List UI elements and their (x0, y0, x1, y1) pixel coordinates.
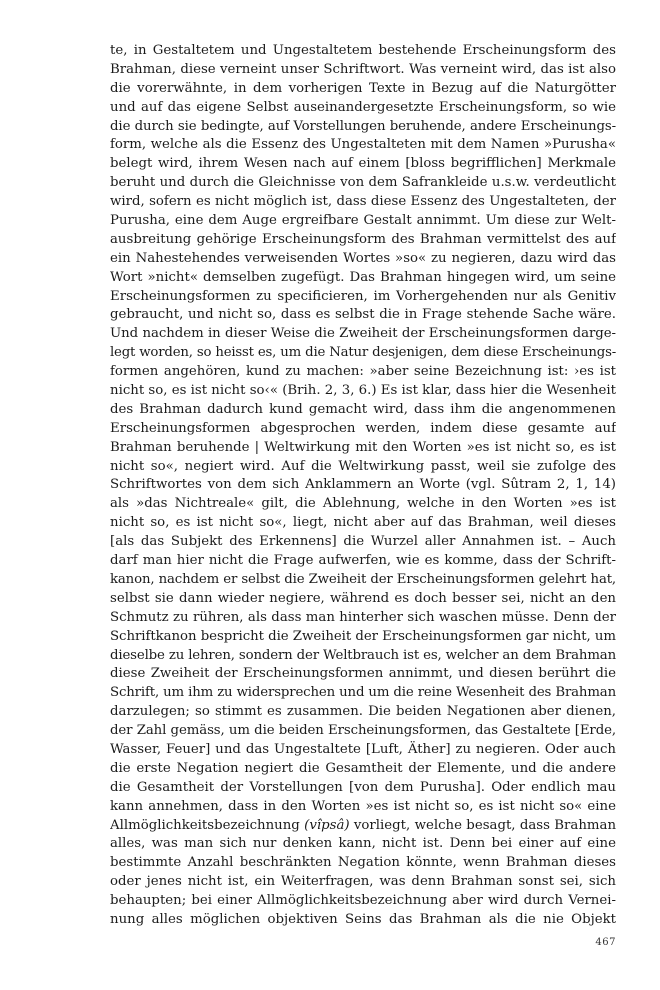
text-line: Schrift, um ihm zu widersprechen und um die reine Wesenheit des Brahman (110, 685, 616, 701)
text-line: darf man hier nicht die Frage aufwerfen, wie es komme, dass der Schrift- (110, 553, 616, 569)
text-run: vorliegt, welche besagt, dass Brahman (349, 817, 616, 833)
text-line: belegt wird, ihrem Wesen nach auf einem [bloss begrifflichen] Merkmale (110, 156, 616, 172)
text-line: Und nachdem in dieser Weise die Zweiheit der Erscheinungsformen darge- (110, 326, 616, 342)
text-line: te, in Gestaltetem und Ungestaltetem bestehende Erscheinungsform des (110, 43, 616, 58)
text-line: oder jenes nicht ist, ein Weiterfragen, was denn Brahman sonst sei, sich (110, 874, 616, 890)
text-line: alles, was man sich nur denken kann, nicht ist. Denn bei einer auf eine (110, 836, 616, 852)
text-line: [als das Subjekt des Erkennens] die Wurzel aller Annahmen ist. – Auch (110, 534, 616, 550)
text-line: Brahman, diese verneint unser Schriftwort. Was verneint wird, das ist also (110, 61, 616, 77)
text-line: bestimmte Anzahl beschränkten Negation könnte, wenn Brahman dieses (110, 855, 616, 871)
text-line: Erscheinungsformen abgesprochen werden, indem diese gesamte auf (110, 420, 616, 436)
page-number: 467 (595, 937, 616, 948)
text-line: Erscheinungsformen zu specificieren, im Vorhergehenden nur als Genitiv (110, 288, 616, 304)
text-line: und auf das eigene Selbst auseinandergesetzte Erscheinungsform, so wie (110, 99, 616, 115)
text-line: ausbreitung gehörige Erscheinungsform des Brahman vermittelst des auf (110, 231, 616, 247)
text-line: legt worden, so heisst es, um die Natur desjenigen, dem diese Erscheinungs- (110, 345, 616, 361)
text-line: ein Nahestehendes verweisenden Wortes »so« zu negieren, dazu wird das (110, 250, 616, 266)
text-line: darzulegen; so stimmt es zusammen. Die beiden Negationen aber dienen, (110, 704, 616, 720)
text-line: kanon, nachdem er selbst die Zweiheit der Erscheinungsformen gelehrt hat, (110, 571, 616, 587)
text-line: nicht so, es ist nicht so«, liegt, nicht aber auf das Brahman, weil dieses (110, 515, 616, 531)
text-line: als »das Nichtreale« gilt, die Ablehnung, welche in den Worten »es ist (110, 496, 616, 512)
text-line: selbst sie dann wieder negiere, während es doch besser sei, nicht an den (110, 590, 616, 606)
text-line: Schmutz zu rühren, als dass man hinterher sich waschen müsse. Denn der (110, 609, 616, 625)
text-line: die vorerwähnte, in dem vorherigen Texte in Bezug auf die Naturgötter (110, 80, 616, 96)
text-run: Allmöglichkeitsbezeichnung (110, 817, 305, 833)
text-line: die Gesamtheit der Vorstellungen [von dem Purusha]. Oder endlich mau (110, 779, 616, 795)
text-line: Wort »nicht« demselben zugefügt. Das Brahman hingegen wird, um seine (110, 269, 616, 285)
text-line: form, welche als die Essenz des Ungestalteten mit dem Namen »Purusha« (110, 137, 616, 153)
text-line: Brahman beruhende | Weltwirkung mit den Worten »es ist nicht so, es ist (110, 439, 616, 455)
text-line: wird, sofern es nicht möglich ist, dass diese Essenz des Ungestalteten, der (110, 194, 616, 210)
text-line: Schriftwortes von dem sich Anklammern an Worte (vgl. Sûtram 2, 1, 14) (110, 477, 616, 493)
text-line: der Zahl gemäss, um die beiden Erscheinungsformen, das Gestaltete [Erde, (110, 723, 616, 739)
text-line: kann annehmen, dass in den Worten »es ist nicht so, es ist nicht so« eine (110, 798, 616, 814)
text-line: Wasser, Feuer] und das Ungestaltete [Luft, Äther] zu negieren. Oder auch (110, 741, 616, 757)
text-line: beruht und durch die Gleichnisse von dem Safrankleide u.s.w. verdeutlicht (110, 175, 616, 191)
text-line: die durch sie bedingte, auf Vorstellungen beruhende, andere Erscheinungs- (110, 118, 616, 134)
text-line: diese Zweiheit der Erscheinungsformen annimmt, und diesen berührt die (110, 666, 616, 682)
text-line: Purusha, eine dem Auge ergreifbare Gestalt annimmt. Um diese zur Welt- (110, 213, 616, 229)
body-text (110, 42, 616, 930)
text-line: dieselbe zu lehren, sondern der Weltbrauch ist es, welcher an dem Brahman (110, 647, 616, 663)
text-line: behaupten; bei einer Allmöglichkeitsbezeichnung aber wird durch Vernei- (110, 893, 616, 909)
text-line: gebraucht, und nicht so, dass es selbst die in Frage stehende Sache wäre. (110, 307, 616, 323)
text-line: nicht so, es ist nicht so‹« (Brih. 2, 3, 6.) Es ist klar, dass hier die Wesenheit (110, 383, 616, 399)
text-line: nicht so«, negiert wird. Auf die Weltwirkung passt, weil sie zufolge des (110, 458, 616, 474)
text-line: die erste Negation negiert die Gesamtheit der Elemente, und die andere (110, 760, 616, 776)
text-line (110, 817, 616, 836)
text-line: Schriftkanon bespricht die Zweiheit der Erscheinungsformen gar nicht, um (110, 628, 616, 644)
text-line: nung alles möglichen objektiven Seins das Brahman als die nie Objekt (110, 911, 616, 927)
italic-term: (vîpsâ) (304, 817, 350, 833)
text-line: des Brahman dadurch kund gemacht wird, dass ihm die angenommenen (110, 401, 616, 417)
text-line: formen angehören, kund zu machen: »aber seine Bezeichnung ist: ›es ist (110, 364, 616, 380)
